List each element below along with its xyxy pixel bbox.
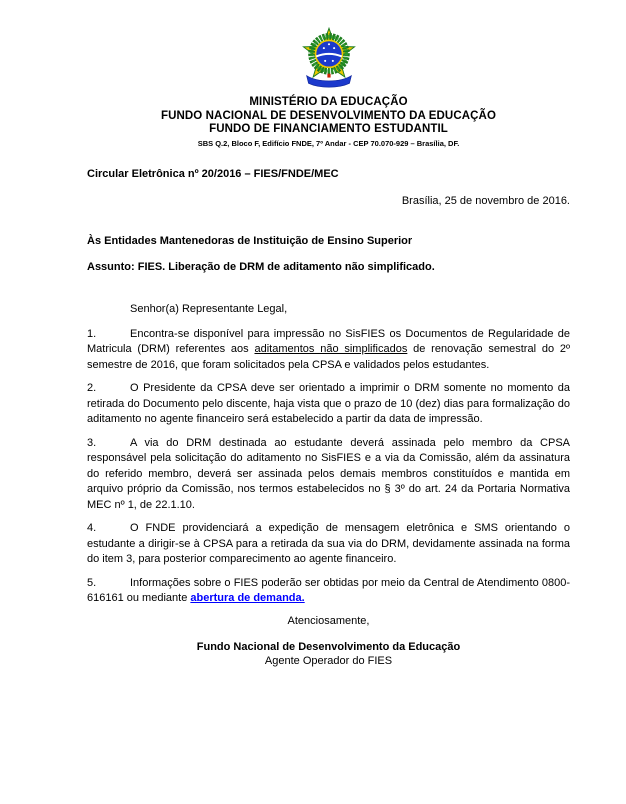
paragraph-3-text [87,437,570,511]
paragraph-3-number: 3. [87,436,97,449]
paragraph-4-text [87,522,570,565]
underlined-text: aditamentos não simplificados [254,343,408,355]
fnde-name: FUNDO NACIONAL DE DESENVOLVIMENTO DA EDUCAÇÃO [160,109,497,122]
paragraph-4 [87,521,570,568]
closing-line: Atenciosamente, [287,614,370,627]
brazil-coat-of-arms-icon [297,27,361,91]
signature-organization: Fundo Nacional de Desenvolvimento da Educação [196,641,461,653]
paragraph-1 [87,327,570,374]
addressee-line: Às Entidades Mantenedoras de Instituição de Ensino Superior [87,234,413,247]
paragraph-5-number: 5. [87,576,97,589]
text-segment: Encontra-se disponível para impressão no SisFIES os Documentos de Regularidade de Matricula (DRM) referentes aos [87,327,570,355]
letterhead [87,0,570,148]
paragraph-1-number: 1. [87,327,97,340]
paragraph-2-text [87,382,570,425]
paragraph-list [87,327,570,607]
paragraph-5 [87,576,570,607]
text-segment: Informações sobre o FIES poderão ser obtidas por meio da Central de Atendimento 0800-616161 ou mediante [87,576,570,604]
text-segment: O FNDE providenciará a expedição de mensagem eletrônica e SMS orientando o estudante a dirigir-se à CPSA para a retirada da sua via do DRM, devidamente assinada na forma do item 3, para posterior comparecimento ao agente financeiro. [87,522,570,565]
signature-role: Agente Operador do FIES [264,654,393,667]
paragraph-1-text [87,328,570,371]
paragraph-2 [87,381,570,428]
ministry-name: MINISTÉRIO DA EDUCAÇÃO [249,96,408,108]
paragraph-5-text [87,577,570,605]
address-line: SBS Q.2, Bloco F, Edifício FNDE, 7º Andar - CEP 70.070-929 – Brasília, DF. [197,138,460,148]
date-line: Brasília, 25 de novembro de 2016. [401,194,570,207]
text-segment: de renovação semestral do 2º semestre de 2016, que foram solicitados pela CPSA e validados pelos estudantes. [87,343,571,371]
paragraph-2-number: 2. [87,382,97,394]
paragraph-4-number: 4. [87,522,97,534]
salutation-line: Senhor(a) Representante Legal, [130,302,288,315]
fies-fund-name: FUNDO DE FINANCIAMENTO ESTUDANTIL [209,123,448,135]
open-demand-link[interactable]: abertura de demanda. [190,592,305,604]
letter-body [87,168,570,669]
subject-line: Assunto: FIES. Liberação de DRM de aditamento não simplificado. [87,260,435,273]
text-segment: O Presidente da CPSA deve ser orientado a imprimir o DRM somente no momento da retirada do Documento pelo discente, haja vista que o prazo de 10 (dez) dias para formalização do aditamento no agente financeiro será estabelecido a partir da data de impressão. [87,382,570,425]
circular-reference: Circular Eletrônica nº 20/2016 – FIES/FNDE/MEC [87,167,339,180]
text-segment: A via do DRM destinada ao estudante deverá assinada pelo membro da CPSA responsável pela solicitação do aditamento no SisFIES e a via da Comissão, além da assinatura do referido membro, deverá ser assinada pelos demais membros constituídos e mantida em arquivo próprio da Comissão, nos termos estabelecidos no § 3º do art. 24 da Portaria Normativa MEC nº 1, de 22.1.10. [87,436,570,511]
paragraph-3 [87,436,570,514]
